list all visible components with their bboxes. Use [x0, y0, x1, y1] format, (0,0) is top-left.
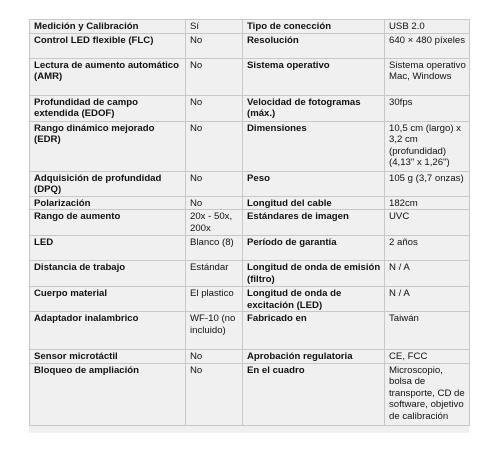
- spec-label: Lectura de aumento automático (AMR): [30, 58, 186, 95]
- spec-value: UVC: [385, 210, 470, 236]
- spec-label: Aprobación regulatoria: [243, 350, 385, 364]
- spec-label: Tipo de conección: [243, 20, 385, 34]
- spec-value: Microscopio, bolsa de transporte, CD de software, objetivo de calibración: [385, 363, 470, 425]
- spec-label: Estándares de imagen: [243, 210, 385, 236]
- spec-value: N / A: [385, 261, 470, 287]
- spec-label: Longitud de onda de excitación (LED): [243, 287, 385, 312]
- table-row: [30, 33, 470, 58]
- spec-value: WF-10 (no incluido): [186, 312, 243, 350]
- spec-value: No: [186, 33, 243, 58]
- spec-value: No: [186, 58, 243, 95]
- spec-label: Rango de aumento: [30, 210, 186, 236]
- table-row: [30, 287, 470, 312]
- spec-label: Medición y Calibración: [30, 20, 186, 34]
- spec-label: Distancia de trabajo: [30, 261, 186, 287]
- spec-label: Adaptador inalambrico: [30, 312, 186, 350]
- spec-label: Peso: [243, 171, 385, 196]
- table-row: [30, 171, 470, 196]
- spec-label: En el cuadro: [243, 363, 385, 425]
- table-row: [30, 312, 470, 350]
- spec-value: 10,5 cm (largo) x 3,2 cm (profundidad) (4,13" x 1,26"): [385, 121, 470, 171]
- spec-value: No: [186, 363, 243, 425]
- spec-value: 30fps: [385, 95, 470, 121]
- table-row: [30, 121, 470, 171]
- spec-value: Sí: [186, 20, 243, 34]
- spec-value: 640 × 480 píxeles: [385, 33, 470, 58]
- spec-label: Control LED flexible (FLC): [30, 33, 186, 58]
- spec-value: 105 g (3,7 onzas): [385, 171, 470, 196]
- spec-value: No: [186, 171, 243, 196]
- spec-value: No: [186, 121, 243, 171]
- spec-label: Longitud del cable: [243, 196, 385, 210]
- spec-label: Adquisición de profundidad (DPQ): [30, 171, 186, 196]
- spec-value: Estándar: [186, 261, 243, 287]
- spec-label: Dimensiones: [243, 121, 385, 171]
- table-row: [30, 210, 470, 236]
- table-row: [30, 261, 470, 287]
- spec-sheet: [29, 19, 469, 433]
- spec-value: N / A: [385, 287, 470, 312]
- spec-value: Taiwán: [385, 312, 470, 350]
- spec-label: Profundidad de campo extendida (EDOF): [30, 95, 186, 121]
- specifications-table: [29, 19, 470, 426]
- spec-value: 20x - 50x, 200x: [186, 210, 243, 236]
- spec-value: No: [186, 350, 243, 364]
- table-row: [30, 95, 470, 121]
- spec-label: Sistema operativo: [243, 58, 385, 95]
- spec-label: Cuerpo material: [30, 287, 186, 312]
- spec-value: Sistema operativo Mac, Windows: [385, 58, 470, 95]
- spec-value: 2 años: [385, 236, 470, 261]
- spec-value: No: [186, 196, 243, 210]
- spec-label: Fabricado en: [243, 312, 385, 350]
- spec-value: CE, FCC: [385, 350, 470, 364]
- spec-label: Velocidad de fotogramas (máx.): [243, 95, 385, 121]
- table-row: [30, 350, 470, 364]
- spec-value: Blanco (8): [186, 236, 243, 261]
- spec-label: Polarización: [30, 196, 186, 210]
- spec-label: LED: [30, 236, 186, 261]
- spec-value: USB 2.0: [385, 20, 470, 34]
- spec-label: Rango dinámico mejorado (EDR): [30, 121, 186, 171]
- table-row: [30, 363, 470, 425]
- table-row: [30, 236, 470, 261]
- spec-label: Longitud de onda de emisión (filtro): [243, 261, 385, 287]
- table-row: [30, 58, 470, 95]
- spec-label: Período de garantía: [243, 236, 385, 261]
- spec-label: Resolución: [243, 33, 385, 58]
- spec-value: No: [186, 95, 243, 121]
- spec-value: 182cm: [385, 196, 470, 210]
- spec-label: Sensor microtáctil: [30, 350, 186, 364]
- spec-value: El plastico: [186, 287, 243, 312]
- table-row: [30, 20, 470, 34]
- spec-label: Bloqueo de ampliación: [30, 363, 186, 425]
- table-row: [30, 196, 470, 210]
